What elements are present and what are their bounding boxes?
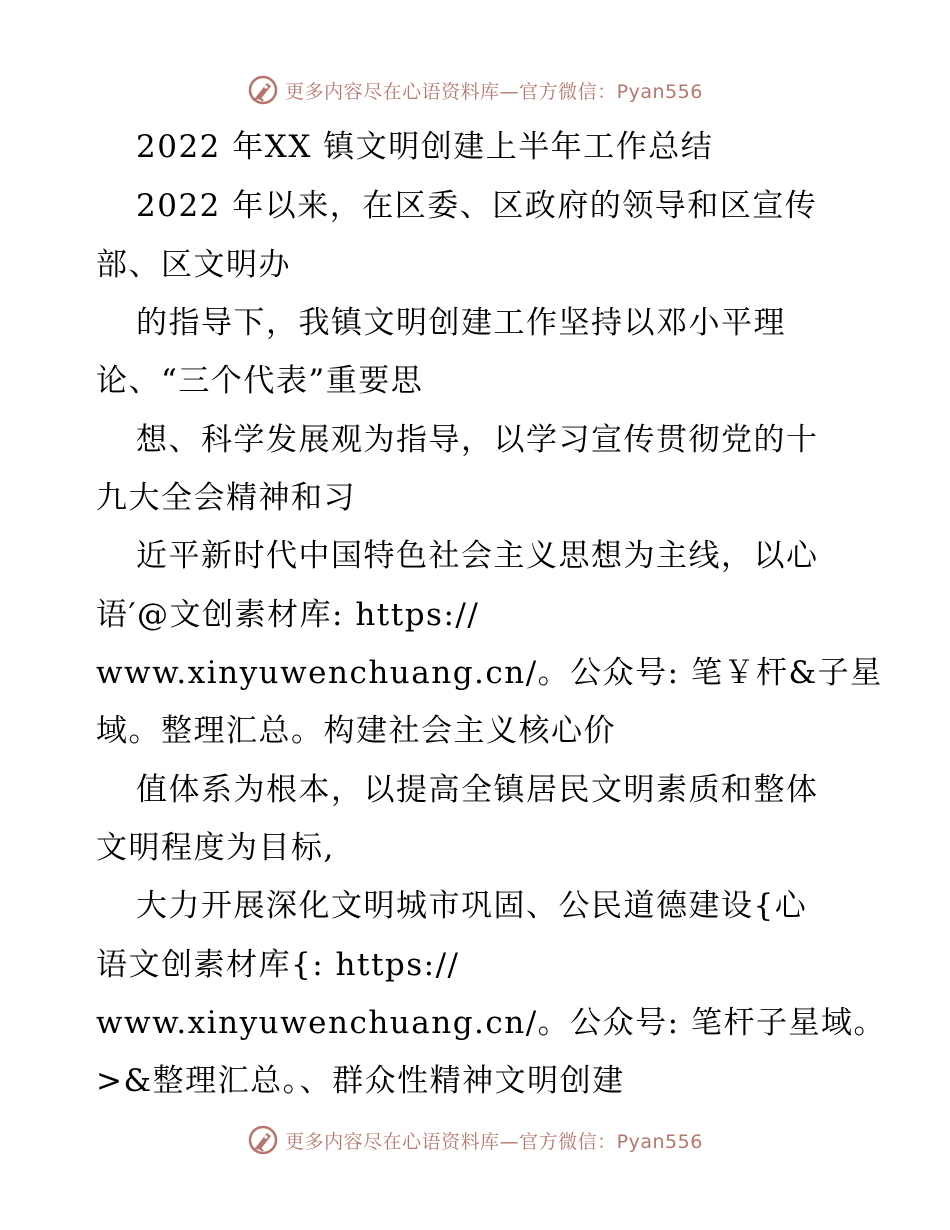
paragraph-line: 的指导下，我镇文明创建工作坚持以邓小平理 bbox=[136, 305, 786, 341]
paragraph-line: 想、科学发展观为指导，以学习宣传贯彻党的十 bbox=[136, 422, 819, 458]
paragraph-line: 域。整理汇总。构建社会主义核心价 bbox=[96, 713, 616, 749]
paragraph-line: 论、“三个代表”重要思 bbox=[96, 363, 424, 399]
header-banner bbox=[0, 70, 950, 110]
paragraph-line: www.xinyuwenchuang.cn/。公众号: 笔杆子星域。 bbox=[96, 1005, 886, 1041]
paragraph-line: 语文创素材库{: https:// bbox=[96, 947, 460, 983]
paragraph-line: 语′@文创素材库: https:// bbox=[96, 597, 480, 633]
pen-nib-circle-logo-icon bbox=[247, 74, 279, 106]
paragraph-line: 值体系为根本，以提高全镇居民文明素质和整体 bbox=[136, 772, 819, 808]
document-title: 2022 年XX 镇文明创建上半年工作总结 bbox=[136, 129, 714, 165]
footer-banner bbox=[0, 1120, 950, 1160]
paragraph-line: 大力开展深化文明城市巩固、公民道德建设{心 bbox=[136, 888, 808, 924]
paragraph-line: 文明程度为目标, bbox=[96, 830, 335, 866]
paragraph-line: >&整理汇总。、群众性精神文明创建 bbox=[96, 1063, 625, 1099]
paragraph-line: 部、区文明办 bbox=[96, 247, 291, 283]
footer-banner-text: 更多内容尽在心语资料库—官方微信：Pyan556 bbox=[285, 1130, 703, 1153]
paragraph-line: www.xinyuwenchuang.cn/。公众号: 笔￥杆&子星 bbox=[96, 655, 883, 691]
pen-nib-circle-logo-icon bbox=[247, 1124, 279, 1156]
header-banner-text: 更多内容尽在心语资料库—官方微信：Pyan556 bbox=[285, 80, 703, 103]
paragraph-line: 近平新时代中国特色社会主义思想为主线，以心 bbox=[136, 538, 819, 574]
paragraph-line: 九大全会精神和习 bbox=[96, 480, 356, 516]
paragraph-line: 2022 年以来，在区委、区政府的领导和区宣传 bbox=[136, 188, 818, 224]
